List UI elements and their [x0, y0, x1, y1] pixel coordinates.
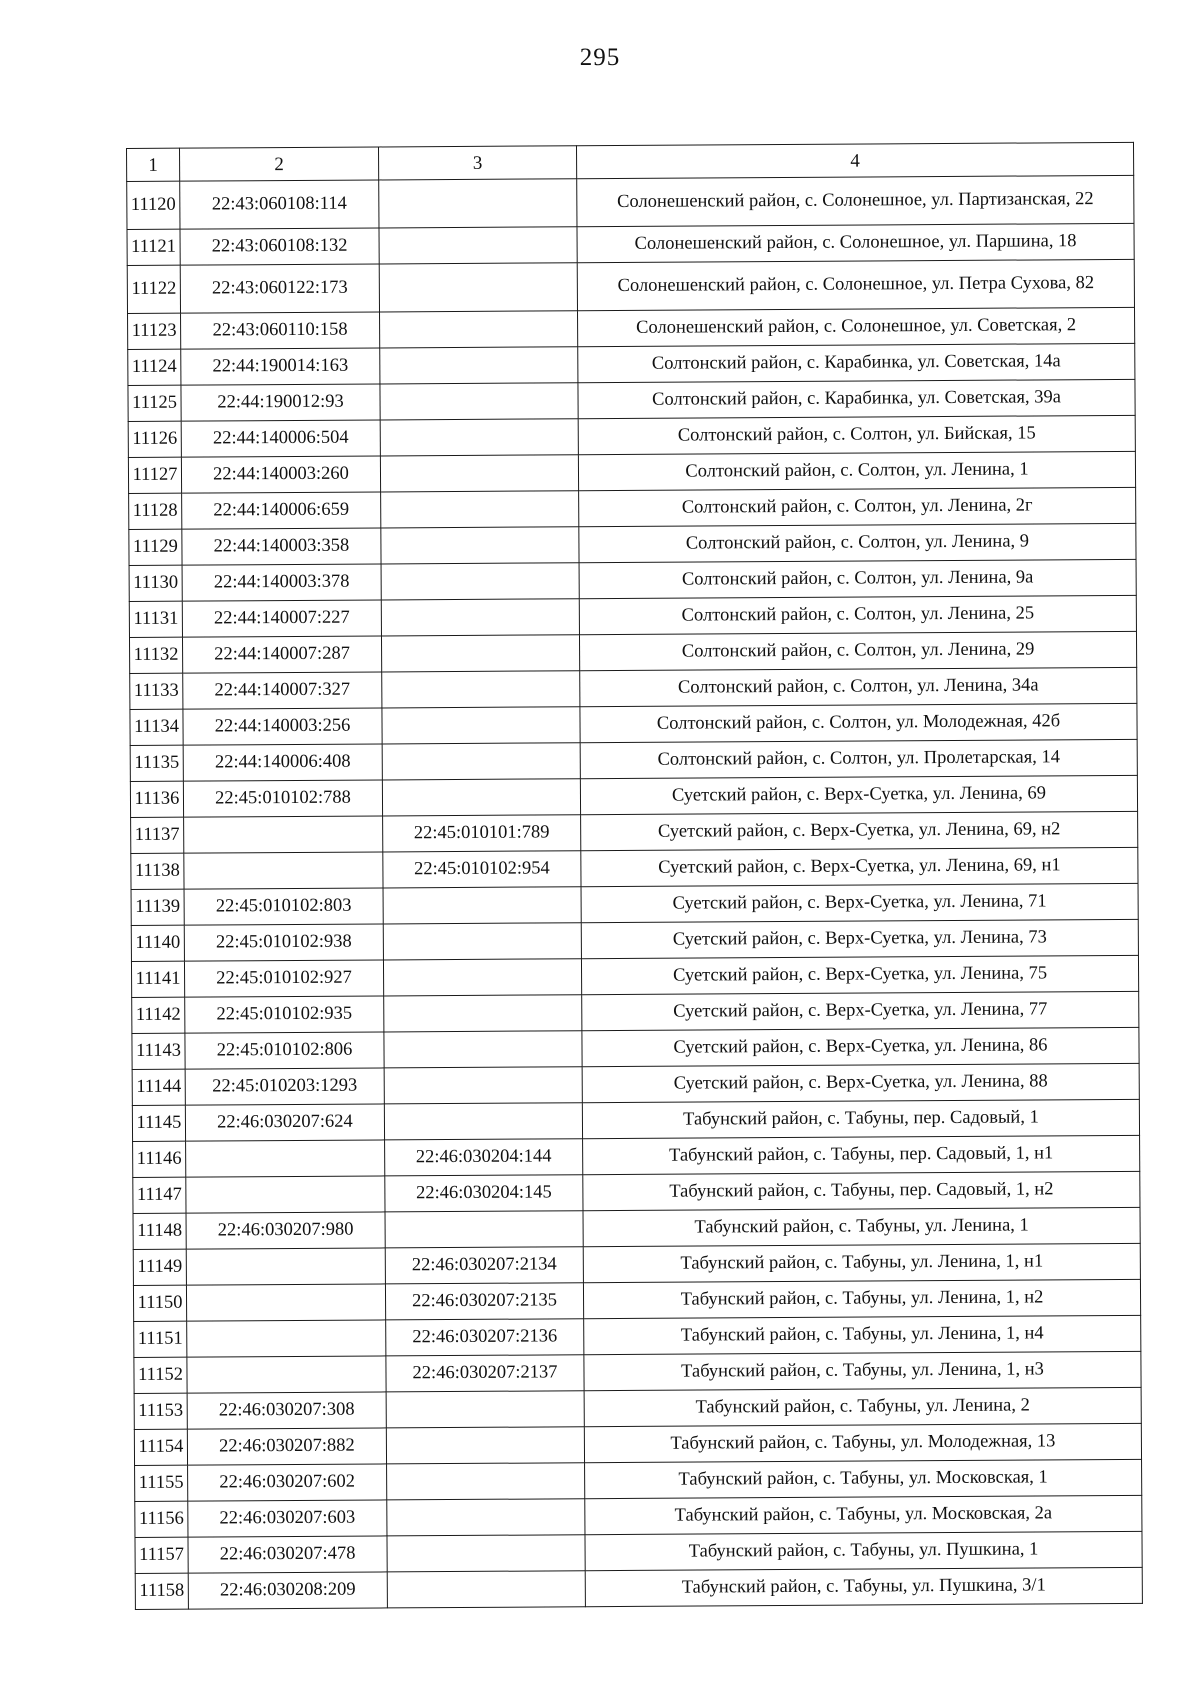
cadastral-number-cell	[186, 1248, 385, 1285]
cadastral-number-cell	[184, 852, 383, 889]
cadastral-number-cell: 22:46:030207:624	[185, 1104, 384, 1141]
cadastral-number-cell: 22:45:010102:927	[184, 960, 383, 997]
address-cell: Суетский район, с. Верх-Суетка, ул. Ленина, 77	[582, 991, 1139, 1030]
table-row	[127, 223, 1134, 265]
premises-cadastral-number-cell	[380, 455, 578, 492]
cadastral-number-cell: 22:44:140007:327	[183, 672, 382, 709]
row-number-cell: 11158	[135, 1573, 188, 1609]
premises-cadastral-number-cell: 22:46:030204:144	[385, 1139, 583, 1176]
cadastral-number-cell: 22:44:140006:408	[183, 744, 382, 781]
cadastral-number-cell: 22:44:140003:256	[183, 708, 382, 745]
registry-table	[126, 142, 1143, 1610]
row-number-cell: 11145	[132, 1105, 185, 1141]
address-cell: Суетский район, с. Верх-Суетка, ул. Ленина, 69, н1	[581, 847, 1138, 886]
row-number-cell: 11135	[130, 745, 183, 781]
cadastral-number-cell	[187, 1356, 386, 1393]
address-cell: Суетский район, с. Верх-Суетка, ул. Ленина, 69, н2	[581, 811, 1138, 850]
address-cell: Солонешенский район, с. Солонешное, ул. Партизанская, 22	[577, 175, 1134, 226]
premises-cadastral-number-cell: 22:46:030204:145	[385, 1175, 583, 1212]
address-cell: Табунский район, с. Табуны, ул. Московская, 1	[585, 1459, 1142, 1498]
table-row	[134, 1423, 1141, 1465]
row-number-cell: 11134	[130, 709, 183, 745]
address-cell: Суетский район, с. Верх-Суетка, ул. Ленина, 73	[581, 919, 1138, 958]
premises-cadastral-number-cell	[379, 227, 577, 264]
premises-cadastral-number-cell	[383, 959, 581, 996]
address-cell: Табунский район, с. Табуны, ул. Молодежная, 13	[584, 1423, 1141, 1462]
premises-cadastral-number-cell	[386, 1391, 584, 1428]
cadastral-number-cell: 22:45:010102:935	[185, 996, 384, 1033]
row-number-cell: 11151	[134, 1321, 187, 1357]
table-row	[128, 451, 1135, 493]
table-row	[131, 883, 1138, 925]
cadastral-number-cell	[184, 816, 383, 853]
address-cell: Солтонский район, с. Солтон, ул. Ленина, 25	[579, 595, 1136, 634]
row-number-cell: 11122	[127, 265, 180, 313]
premises-cadastral-number-cell	[384, 995, 582, 1032]
row-number-cell: 11157	[135, 1537, 188, 1573]
table-row	[131, 919, 1138, 961]
premises-cadastral-number-cell	[387, 1535, 585, 1572]
premises-cadastral-number-cell	[381, 491, 579, 528]
row-number-cell: 11146	[133, 1141, 186, 1177]
premises-cadastral-number-cell	[380, 347, 578, 384]
row-number-cell: 11133	[130, 673, 183, 709]
premises-cadastral-number-cell	[385, 1211, 583, 1248]
row-number-cell: 11156	[135, 1501, 188, 1537]
address-cell: Суетский район, с. Верх-Суетка, ул. Ленина, 75	[581, 955, 1138, 994]
table-row	[128, 379, 1135, 421]
address-cell: Солтонский район, с. Солтон, ул. Пролетарская, 14	[580, 739, 1137, 778]
address-cell: Солтонский район, с. Карабинка, ул. Советская, 14а	[578, 343, 1135, 382]
table-row	[132, 1099, 1139, 1141]
table-body	[127, 175, 1143, 1609]
cadastral-number-cell: 22:45:010102:806	[185, 1032, 384, 1069]
row-number-cell: 11154	[134, 1429, 187, 1465]
premises-cadastral-number-cell	[383, 887, 581, 924]
address-cell: Табунский район, с. Табуны, ул. Ленина, 2	[584, 1387, 1141, 1426]
document-sheet	[126, 142, 1142, 1610]
cadastral-number-cell: 22:44:190012:93	[181, 384, 380, 421]
row-number-cell: 11130	[129, 565, 182, 601]
premises-cadastral-number-cell	[381, 527, 579, 564]
table-row	[130, 775, 1137, 817]
cadastral-number-cell: 22:45:010203:1293	[185, 1068, 384, 1105]
premises-cadastral-number-cell	[381, 635, 579, 672]
page-number: 295	[579, 44, 621, 71]
table-row	[129, 487, 1136, 529]
premises-cadastral-number-cell: 22:46:030207:2136	[386, 1319, 584, 1356]
cadastral-number-cell: 22:43:060108:132	[180, 228, 379, 265]
address-cell: Суетский район, с. Верх-Суетка, ул. Ленина, 86	[582, 1027, 1139, 1066]
cadastral-number-cell: 22:44:140003:378	[182, 564, 381, 601]
premises-cadastral-number-cell	[379, 263, 577, 312]
table-row	[129, 559, 1136, 601]
row-number-cell: 11142	[132, 997, 185, 1033]
address-cell: Солтонский район, с. Карабинка, ул. Советская, 39а	[578, 379, 1135, 418]
address-cell: Табунский район, с. Табуны, пер. Садовый, 1	[582, 1099, 1139, 1138]
table-row	[128, 307, 1135, 349]
premises-cadastral-number-cell	[382, 671, 580, 708]
address-cell: Солтонский район, с. Солтон, ул. Ленина, 1	[578, 451, 1135, 490]
table-row	[129, 523, 1136, 565]
row-number-cell: 11136	[130, 781, 183, 817]
cadastral-number-cell	[186, 1284, 385, 1321]
table-row	[135, 1567, 1142, 1609]
premises-cadastral-number-cell	[383, 923, 581, 960]
premises-cadastral-number-cell	[382, 779, 580, 816]
cadastral-number-cell: 22:46:030207:882	[187, 1428, 386, 1465]
table-row	[131, 811, 1138, 853]
table-row	[134, 1351, 1141, 1393]
premises-cadastral-number-cell	[384, 1067, 582, 1104]
cadastral-number-cell: 22:46:030207:478	[188, 1536, 387, 1573]
row-number-cell: 11138	[131, 853, 184, 889]
row-number-cell: 11125	[128, 385, 181, 421]
row-number-cell: 11120	[127, 181, 180, 229]
table-row	[131, 955, 1138, 997]
address-cell: Табунский район, с. Табуны, ул. Ленина, 1, н2	[583, 1279, 1140, 1318]
cadastral-number-cell: 22:46:030207:602	[188, 1464, 387, 1501]
premises-cadastral-number-cell	[379, 179, 577, 228]
cadastral-number-cell: 22:44:140007:227	[182, 600, 381, 637]
row-number-cell: 11141	[131, 961, 184, 997]
table-row	[132, 1027, 1139, 1069]
table-row	[130, 739, 1137, 781]
address-cell: Табунский район, с. Табуны, ул. Ленина, 1, н3	[584, 1351, 1141, 1390]
row-number-cell: 11152	[134, 1357, 187, 1393]
table-row	[127, 259, 1134, 313]
address-cell: Солонешенский район, с. Солонешное, ул. Паршина, 18	[577, 223, 1134, 262]
address-cell: Солтонский район, с. Солтон, ул. Ленина, 9а	[579, 559, 1136, 598]
premises-cadastral-number-cell	[381, 599, 579, 636]
cadastral-number-cell: 22:44:140003:358	[182, 528, 381, 565]
row-number-cell: 11148	[133, 1213, 186, 1249]
address-cell: Суетский район, с. Верх-Суетка, ул. Ленина, 71	[581, 883, 1138, 922]
table-row	[127, 175, 1134, 229]
row-number-cell: 11143	[132, 1033, 185, 1069]
row-number-cell: 11132	[129, 637, 182, 673]
column-header-3: 3	[378, 146, 576, 180]
premises-cadastral-number-cell	[386, 1427, 584, 1464]
column-header-1: 1	[127, 148, 180, 181]
cadastral-number-cell: 22:44:140003:260	[181, 456, 380, 493]
premises-cadastral-number-cell: 22:45:010101:789	[383, 815, 581, 852]
cadastral-number-cell: 22:45:010102:803	[184, 888, 383, 925]
address-cell: Солтонский район, с. Солтон, ул. Ленина, 34а	[580, 667, 1137, 706]
premises-cadastral-number-cell: 22:46:030207:2134	[385, 1247, 583, 1284]
table-row	[131, 847, 1138, 889]
row-number-cell: 11150	[133, 1285, 186, 1321]
table-row	[129, 595, 1136, 637]
address-cell: Солтонский район, с. Солтон, ул. Бийская, 15	[578, 415, 1135, 454]
row-number-cell: 11131	[129, 601, 182, 637]
row-number-cell: 11139	[131, 889, 184, 925]
cadastral-number-cell: 22:46:030207:980	[186, 1212, 385, 1249]
row-number-cell: 11121	[127, 229, 180, 265]
address-cell: Табунский район, с. Табуны, пер. Садовый, 1, н2	[583, 1171, 1140, 1210]
address-cell: Табунский район, с. Табуны, ул. Пушкина, 1	[585, 1531, 1142, 1570]
table-row	[132, 1063, 1139, 1105]
table-row	[134, 1387, 1141, 1429]
cadastral-number-cell: 22:44:140006:659	[182, 492, 381, 529]
row-number-cell: 11149	[133, 1249, 186, 1285]
address-cell: Табунский район, с. Табуны, ул. Московская, 2а	[585, 1495, 1142, 1534]
row-number-cell: 11147	[133, 1177, 186, 1213]
row-number-cell: 11155	[135, 1465, 188, 1501]
cadastral-number-cell: 22:43:060108:114	[180, 180, 379, 229]
address-cell: Солонешенский район, с. Солонешное, ул. Петра Сухова, 82	[577, 259, 1134, 310]
premises-cadastral-number-cell: 22:45:010102:954	[383, 851, 581, 888]
row-number-cell: 11128	[129, 493, 182, 529]
table-row	[133, 1243, 1140, 1285]
premises-cadastral-number-cell	[382, 707, 580, 744]
table-row	[134, 1315, 1141, 1357]
table-row	[133, 1171, 1140, 1213]
premises-cadastral-number-cell	[387, 1571, 585, 1608]
row-number-cell: 11144	[132, 1069, 185, 1105]
cadastral-number-cell: 22:46:030207:603	[188, 1500, 387, 1537]
column-header-2: 2	[180, 147, 379, 181]
row-number-cell: 11140	[131, 925, 184, 961]
premises-cadastral-number-cell	[380, 419, 578, 456]
cadastral-number-cell: 22:43:060110:158	[181, 312, 380, 349]
table-row	[133, 1279, 1140, 1321]
row-number-cell: 11137	[131, 817, 184, 853]
row-number-cell: 11129	[129, 529, 182, 565]
cadastral-number-cell: 22:45:010102:938	[184, 924, 383, 961]
address-cell: Солтонский район, с. Солтон, ул. Ленина, 29	[579, 631, 1136, 670]
table-row	[130, 667, 1137, 709]
premises-cadastral-number-cell	[382, 743, 580, 780]
table-row	[132, 991, 1139, 1033]
address-cell: Табунский район, с. Табуны, ул. Ленина, 1	[583, 1207, 1140, 1246]
table-row	[133, 1207, 1140, 1249]
row-number-cell: 11127	[128, 457, 181, 493]
cadastral-number-cell: 22:44:140007:287	[182, 636, 381, 673]
address-cell: Табунский район, с. Табуны, ул. Пушкина, 3/1	[585, 1567, 1142, 1606]
cadastral-number-cell	[186, 1140, 385, 1177]
row-number-cell: 11123	[128, 313, 181, 349]
premises-cadastral-number-cell	[381, 563, 579, 600]
row-number-cell: 11126	[128, 421, 181, 457]
address-cell: Солонешенский район, с. Солонешное, ул. Советская, 2	[578, 307, 1135, 346]
premises-cadastral-number-cell	[387, 1499, 585, 1536]
premises-cadastral-number-cell: 22:46:030207:2137	[386, 1355, 584, 1392]
table-row	[128, 415, 1135, 457]
cadastral-number-cell: 22:46:030208:209	[188, 1572, 387, 1609]
cadastral-number-cell: 22:44:140006:504	[181, 420, 380, 457]
row-number-cell: 11124	[128, 349, 181, 385]
table-row	[130, 703, 1137, 745]
address-cell: Суетский район, с. Верх-Суетка, ул. Ленина, 69	[580, 775, 1137, 814]
table-row	[135, 1459, 1142, 1501]
column-header-4: 4	[576, 142, 1133, 178]
cadastral-number-cell	[187, 1320, 386, 1357]
premises-cadastral-number-cell	[384, 1031, 582, 1068]
address-cell: Табунский район, с. Табуны, ул. Ленина, 1, н4	[584, 1315, 1141, 1354]
premises-cadastral-number-cell	[380, 311, 578, 348]
address-cell: Солтонский район, с. Солтон, ул. Ленина, 9	[579, 523, 1136, 562]
table-row	[135, 1531, 1142, 1573]
table-row	[129, 631, 1136, 673]
cadastral-number-cell: 22:44:190014:163	[181, 348, 380, 385]
row-number-cell: 11153	[134, 1393, 187, 1429]
address-cell: Солтонский район, с. Солтон, ул. Молодежная, 42б	[580, 703, 1137, 742]
premises-cadastral-number-cell	[384, 1103, 582, 1140]
address-cell: Табунский район, с. Табуны, пер. Садовый, 1, н1	[583, 1135, 1140, 1174]
address-cell: Суетский район, с. Верх-Суетка, ул. Ленина, 88	[582, 1063, 1139, 1102]
cadastral-number-cell: 22:46:030207:308	[187, 1392, 386, 1429]
premises-cadastral-number-cell: 22:46:030207:2135	[385, 1283, 583, 1320]
cadastral-number-cell: 22:43:060122:173	[180, 264, 379, 313]
table-row	[133, 1135, 1140, 1177]
table-row	[135, 1495, 1142, 1537]
premises-cadastral-number-cell	[380, 383, 578, 420]
address-cell: Табунский район, с. Табуны, ул. Ленина, 1, н1	[583, 1243, 1140, 1282]
table-row	[128, 343, 1135, 385]
cadastral-number-cell: 22:45:010102:788	[183, 780, 382, 817]
address-cell: Солтонский район, с. Солтон, ул. Ленина, 2г	[579, 487, 1136, 526]
cadastral-number-cell	[186, 1176, 385, 1213]
premises-cadastral-number-cell	[387, 1463, 585, 1500]
